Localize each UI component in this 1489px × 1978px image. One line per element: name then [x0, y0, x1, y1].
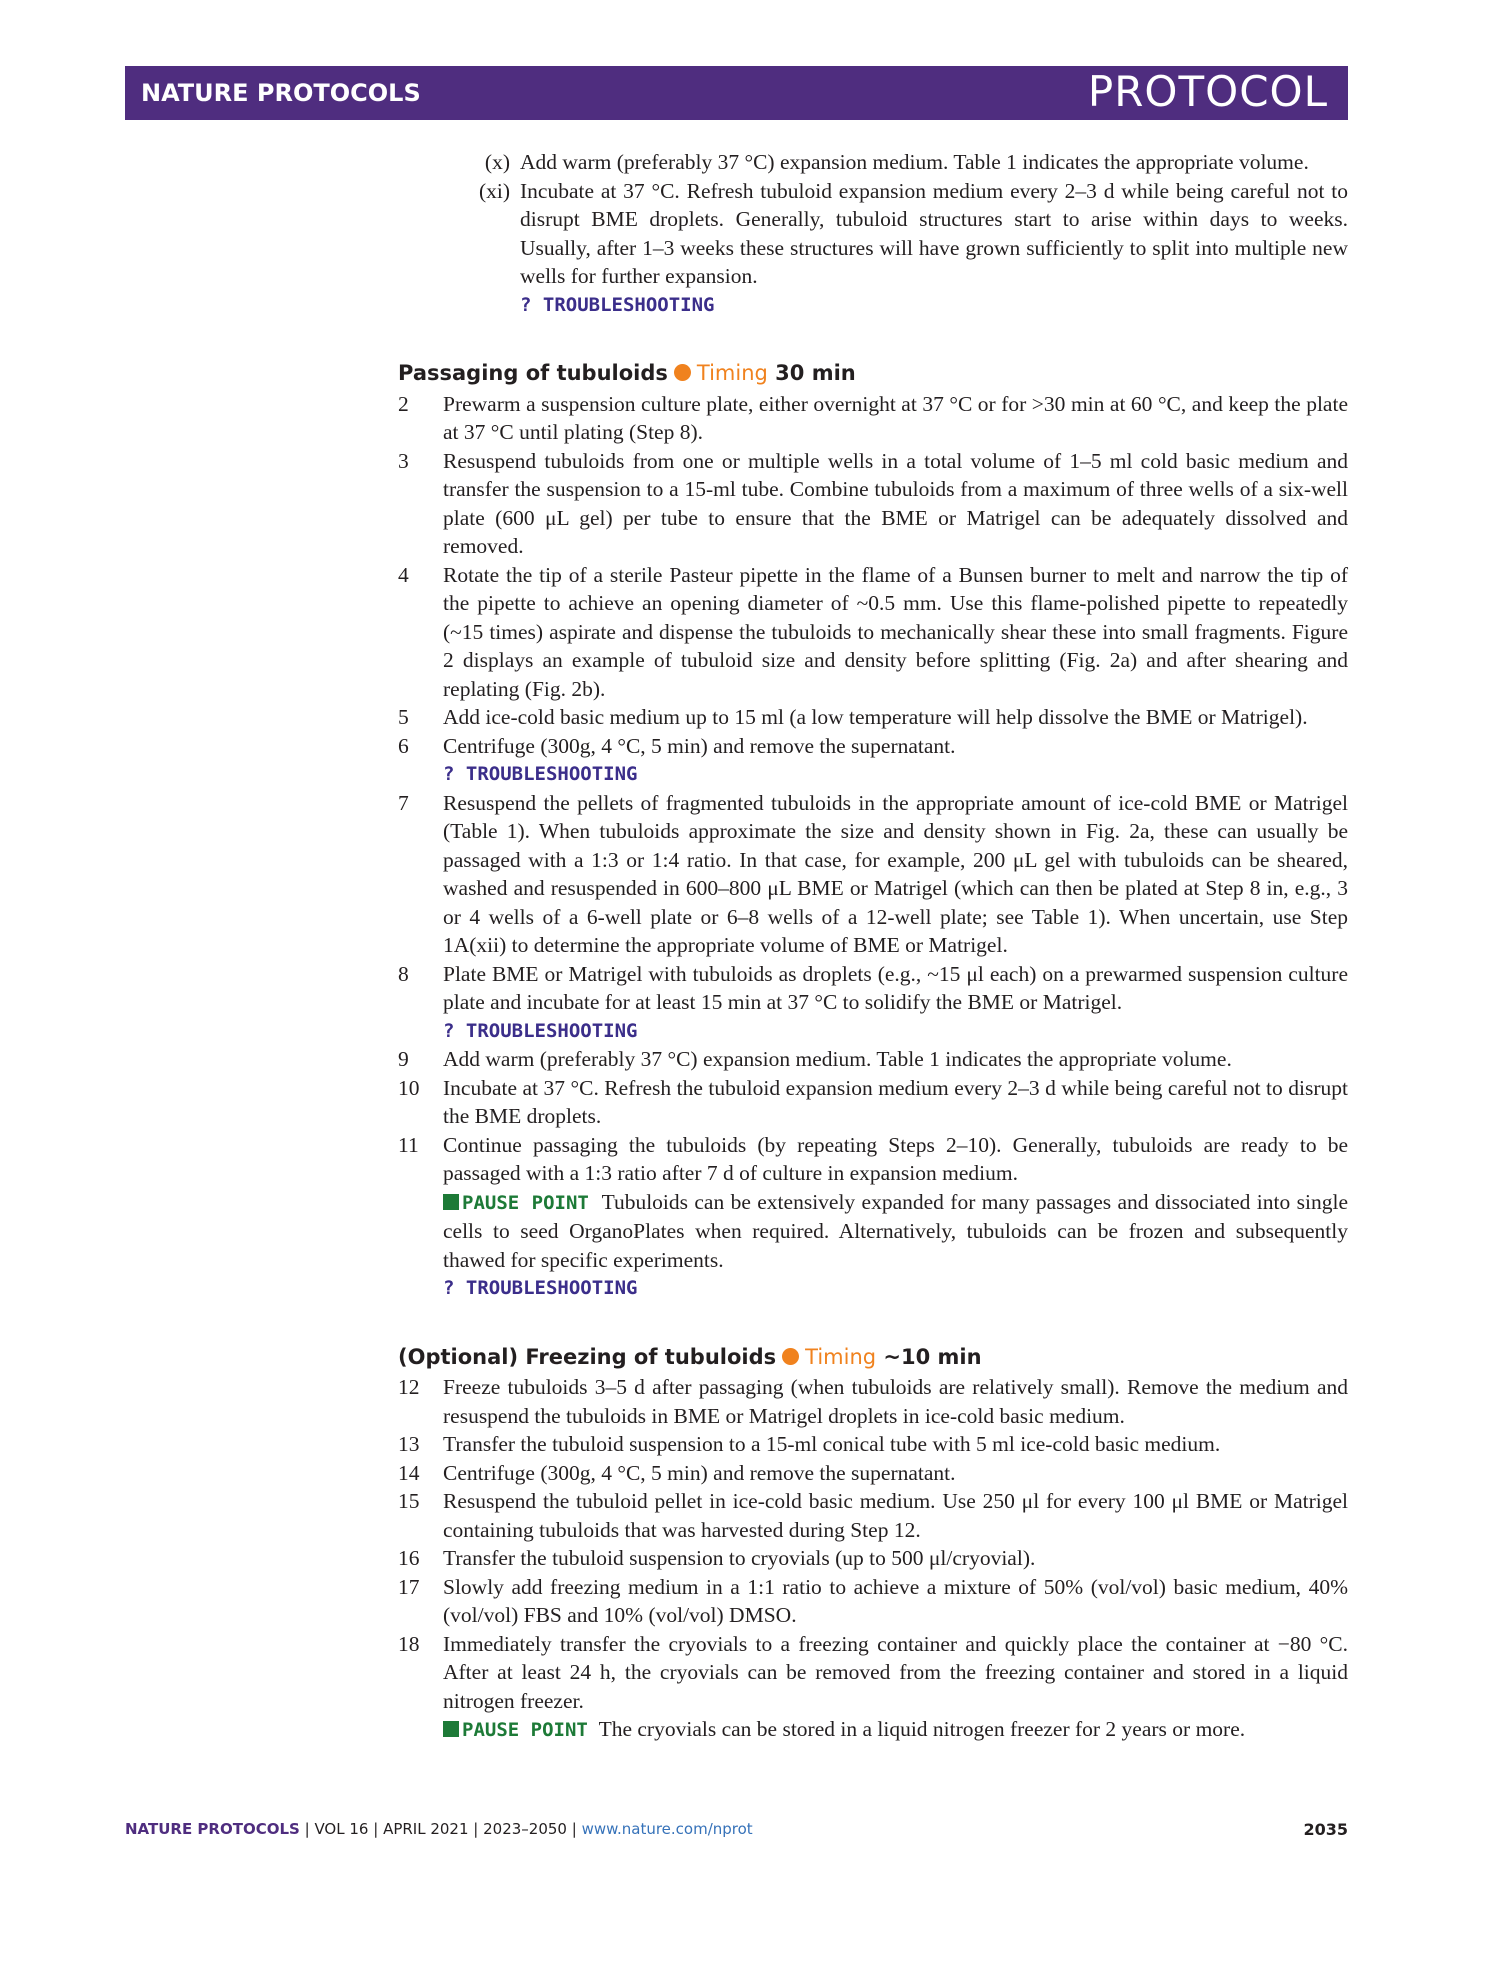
journal-header-bar [125, 66, 1348, 120]
step-text: Prewarm a suspension culture plate, either overnight at 37 °C or for >30 min at 60 °C, and keep the plate at 37 °C until plating (Step 8). [443, 391, 1348, 444]
timing-dot-icon [782, 1348, 799, 1365]
substep-number: (x) [484, 150, 510, 174]
section-title: Passaging of tubuloids [398, 361, 668, 385]
step-number: 6 [398, 733, 409, 758]
step-number: 2 [398, 391, 409, 416]
troubleshooting-link[interactable]: ? TROUBLESHOOTING [443, 1019, 638, 1042]
substep-x [398, 148, 1348, 177]
page-footer: NATURE PROTOCOLS | VOL 16 | APRIL 2021 | 2023–2050 | www.nature.com/nprot 2035 [125, 1820, 1348, 1839]
step-9 [398, 1045, 1348, 1074]
substep-number: (xi) [478, 178, 510, 203]
step-number: 17 [398, 1574, 420, 1599]
step-number: 16 [398, 1546, 420, 1570]
step-15 [398, 1487, 1348, 1544]
step-text: Incubate at 37 °C. Refresh the tubuloid expansion medium every 2–3 d while being careful not to disrupt the BME droplets. [443, 1075, 1348, 1128]
step-text: Add warm (preferably 37 °C) expansion medium. Table 1 indicates the appropriate volume. [443, 1047, 1232, 1071]
step-number: 18 [398, 1631, 420, 1656]
timing-value: ~10 min [883, 1344, 982, 1369]
step-text: Transfer the tubuloid suspension to cryovials (up to 500 μl/cryovial). [443, 1546, 1036, 1570]
step-text: Add ice-cold basic medium up to 15 ml (a low temperature will help dissolve the BME or Matrigel). [443, 705, 1308, 729]
step-text: Centrifuge (300g, 4 °C, 5 min) and remove the supernatant. [443, 733, 956, 758]
step-18 [398, 1630, 1348, 1716]
section-title: (Optional) Freezing of tubuloids [398, 1344, 777, 1369]
step-number: 14 [398, 1460, 420, 1485]
step-13 [398, 1430, 1348, 1459]
troubleshooting-link[interactable]: ? TROUBLESHOOTING [443, 763, 638, 785]
step-number: 13 [398, 1432, 420, 1456]
step-11 [398, 1131, 1348, 1188]
substep-xi [398, 177, 1348, 291]
step-number: 5 [398, 705, 409, 729]
step-number: 12 [398, 1375, 420, 1399]
pause-point-text: The cryovials can be stored in a liquid nitrogen freezer for 2 years or more. [598, 1717, 1246, 1741]
step-number: 4 [398, 562, 409, 587]
footer-pages: 2023–2050 [483, 1820, 567, 1838]
timing-dot-icon [674, 364, 691, 381]
article-type: PROTOCOL [1087, 67, 1328, 116]
pause-point-label: PAUSE POINT [443, 1192, 589, 1214]
step-number: 11 [398, 1132, 419, 1157]
step-6 [398, 732, 1348, 761]
protocol-body [398, 148, 1348, 1745]
step-text: Resuspend tubuloids from one or multiple wells in a total volume of 1–5 ml cold basic medium and transfer the suspension to a 15-ml tube. Combine tubuloids from a maximum of three wells of a six-well plate (600 μL gel) per tube to ensure that the BME or Matrigel can be adequately dissolved and removed. [443, 448, 1348, 558]
step-text: Freeze tubuloids 3–5 d after passaging (when tubuloids are relatively small). Remove the medium and resuspend the tubuloids in BME or Matrigel droplets in ice-cold basic medium. [443, 1375, 1348, 1428]
step-14 [398, 1459, 1348, 1488]
pause-point-label: PAUSE POINT [443, 1719, 588, 1741]
timing-label: Timing [696, 361, 768, 385]
section-heading-passaging [398, 359, 1348, 388]
troubleshooting-link[interactable]: ? TROUBLESHOOTING [520, 293, 715, 316]
step-12 [398, 1373, 1348, 1430]
step-number: 8 [398, 961, 409, 986]
step-8 [398, 960, 1348, 1017]
step-7 [398, 789, 1348, 960]
timing-label: Timing [805, 1344, 877, 1369]
pause-point-text: Tubuloids can be extensively expanded for many passages and dissociated into single cells to seed OrganoPlates when required. Alternatively, tubuloids can be frozen and subsequently thawed for specific experiments. [443, 1189, 1348, 1272]
page-number: 2035 [1303, 1820, 1348, 1839]
step-text: Rotate the tip of a sterile Pasteur pipette in the flame of a Bunsen burner to melt and narrow the tip of the pipette to achieve an opening diameter of ~0.5 mm. Use this flame-polished pipette to repeatedly (~15 times) aspirate and dispense the tubuloids to mechanically shear these into small fragments. Figure 2 displays an example of tubuloid size and density before splitting (Fig. 2a) and after shearing and replating (Fig. 2b). [443, 562, 1348, 701]
step-16 [398, 1544, 1348, 1573]
step-number: 9 [398, 1047, 409, 1071]
step-number: 10 [398, 1075, 420, 1100]
footer-date: APRIL 2021 [383, 1820, 469, 1838]
step-17 [398, 1573, 1348, 1630]
troubleshooting-link[interactable]: ? TROUBLESHOOTING [443, 1277, 638, 1299]
substep-text: Add warm (preferably 37 °C) expansion medium. Table 1 indicates the appropriate volume. [520, 150, 1309, 174]
footer-url-link[interactable]: www.nature.com/nprot [581, 1820, 753, 1838]
step-text: Resuspend the pellets of fragmented tubuloids in the appropriate amount of ice-cold BME or Matrigel (Table 1). When tubuloids approximate the size and density shown in Fig. 2a, these can usually be passaged with a 1:3 or 1:4 ratio. In that case, for example, 200 μL gel with tubuloids can be sheared, washed and resuspended in 600–800 μL BME or Matrigel (which can then be plated at Step 8 in, e.g., 3 or 4 wells of a 6-well plate or 6–8 wells of a 12-well plate; see Table 1). When uncertain, use Step 1A(xii) to determine the appropriate volume of BME or Matrigel. [443, 790, 1348, 957]
step-4 [398, 561, 1348, 704]
step-text: Plate BME or Matrigel with tubuloids as droplets (e.g., ~15 μl each) on a prewarmed suspension culture plate and incubate for at least 15 min at 37 °C to solidify the BME or Matrigel. [443, 961, 1348, 1014]
step-number: 15 [398, 1489, 420, 1513]
step-3 [398, 447, 1348, 561]
pause-point-1 [398, 1188, 1348, 1275]
step-text: Transfer the tubuloid suspension to a 15-ml conical tube with 5 ml ice-cold basic medium. [443, 1432, 1221, 1456]
footer-volume: VOL 16 [314, 1820, 369, 1838]
step-text: Slowly add freezing medium in a 1:1 ratio to achieve a mixture of 50% (vol/vol) basic medium, 40% (vol/vol) FBS and 10% (vol/vol) DMSO. [443, 1574, 1348, 1627]
pause-point-2 [398, 1715, 1348, 1745]
step-text: Continue passaging the tubuloids (by repeating Steps 2–10). Generally, tubuloids are ready to be passaged with a 1:3 ratio after 7 d of culture in expansion medium. [443, 1132, 1348, 1185]
timing-value: 30 min [775, 361, 856, 385]
substep-text: Incubate at 37 °C. Refresh tubuloid expansion medium every 2–3 d while being careful not to disrupt BME droplets. Generally, tubuloid structures start to arise within days to weeks. Usually, after 1–3 weeks these structures will have grown sufficiently to split into multiple new wells for further expansion. [520, 178, 1348, 288]
step-text: Immediately transfer the cryovials to a freezing container and quickly place the container at −80 °C. After at least 24 h, the cryovials can be removed from the freezing container and stored in a liquid nitrogen freezer. [443, 1631, 1348, 1713]
step-number: 7 [398, 790, 409, 815]
footer-journal: NATURE PROTOCOLS [125, 1820, 300, 1838]
step-5 [398, 703, 1348, 732]
step-text: Centrifuge (300g, 4 °C, 5 min) and remove the supernatant. [443, 1460, 956, 1485]
journal-name: NATURE PROTOCOLS [141, 79, 421, 107]
step-10 [398, 1074, 1348, 1131]
step-2 [398, 390, 1348, 447]
step-number: 3 [398, 448, 409, 473]
step-text: Resuspend the tubuloid pellet in ice-cold basic medium. Use 250 μl for every 100 μl BME or Matrigel containing tubuloids that was harvested during Step 12. [443, 1489, 1348, 1542]
section-heading-freezing [398, 1343, 1348, 1372]
